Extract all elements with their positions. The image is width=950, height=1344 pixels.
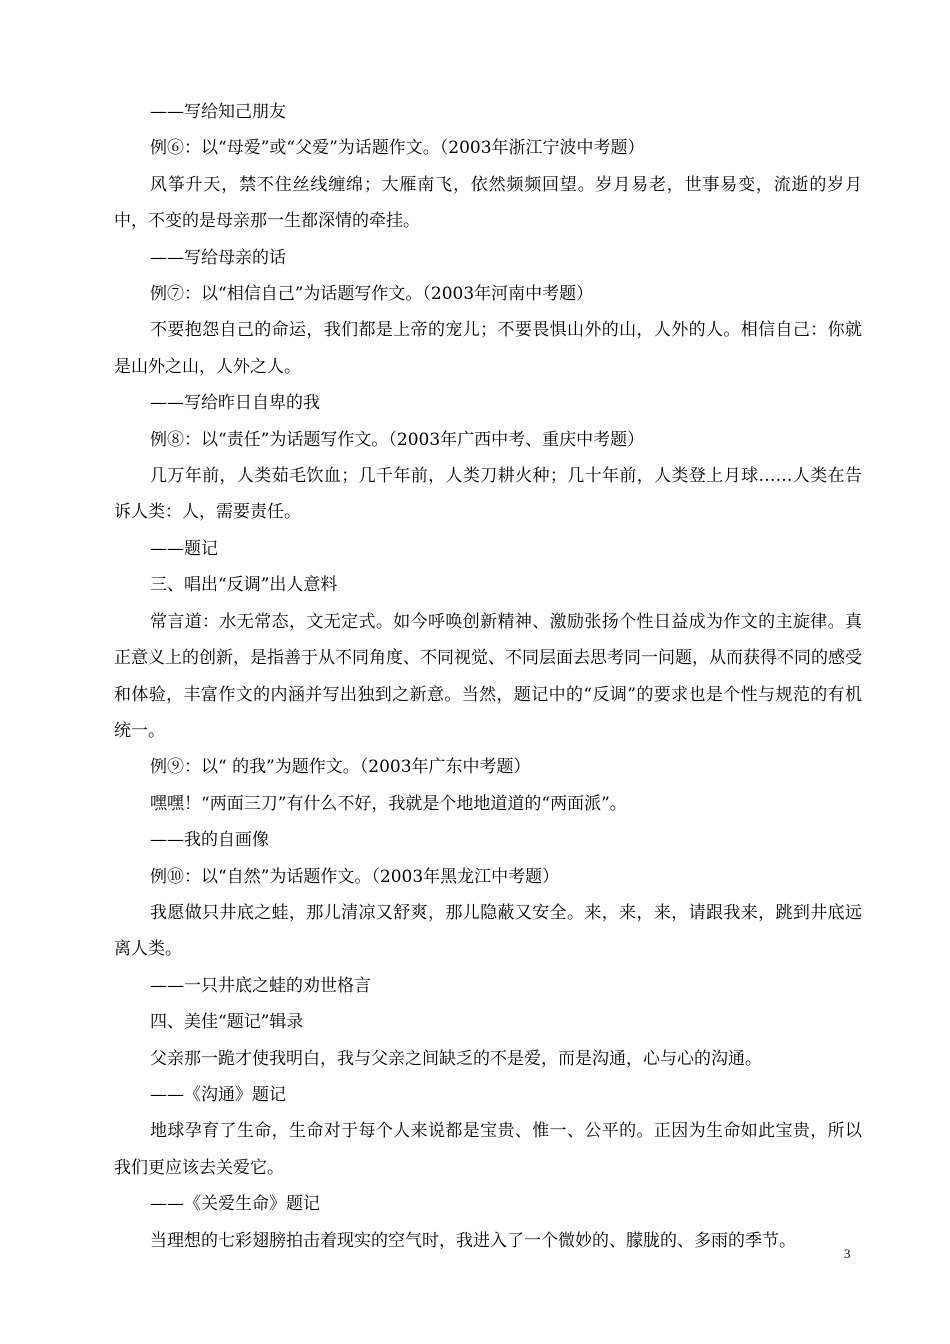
paragraph: 风筝升天，禁不住丝线缠绵；大雁南飞，依然频频回望。岁月易老，世事易变，流逝的岁月中，不变的是母亲那一生都深情的牵挂。 <box>114 174 862 232</box>
paragraph: ——题记 <box>150 538 218 559</box>
paragraph: 例⑧：以“责任”为话题写作文。（2003年广西中考、重庆中考题） <box>150 429 645 450</box>
paragraph: 例⑦：以“相信自己”为话题写作文。（2003年河南中考题） <box>150 284 594 305</box>
paragraph: 地球孕育了生命，生命对于每个人来说都是宝贵、惟一、公平的。正因为生命如此宝贵，所以我们更应该去关爱它。 <box>114 1121 862 1178</box>
paragraph: 几万年前，人类茹毛饮血；几千年前，人类刀耕火种；几十年前，人类登上月球……人类在告诉人类：人，需要责任。 <box>114 466 862 523</box>
paragraph: ——一只井底之蛙的劝世格言 <box>150 975 371 996</box>
paragraph: ——写给知己朋友 <box>150 102 286 122</box>
section-heading: 三、唱出“反调”出人意料 <box>150 575 338 596</box>
paragraph: 当理想的七彩翅膀拍击着现实的空气时，我进入了一个微妙的、朦胧的、多雨的季节。 <box>150 1230 796 1251</box>
paragraph: 父亲那一跪才使我明白，我与父亲之间缺乏的不是爱，而是沟通，心与心的沟通。 <box>150 1048 762 1069</box>
paragraph: ——我的自画像 <box>150 830 269 851</box>
paragraph: 嘿嘿！“两面三刀”有什么不好，我就是个地地道道的“两面派”。 <box>150 793 627 814</box>
paragraph: ——写给昨日自卑的我 <box>150 393 320 414</box>
paragraph: 例⑨：以“ 的我”为题作文。（2003年广东中考题） <box>150 757 531 778</box>
paragraph: 例⑥：以“母爱”或“父爱”为话题作文。（2003年浙江宁波中考题） <box>150 138 645 159</box>
section-heading: 四、美佳“题记”辑录 <box>150 1012 304 1033</box>
paragraph: 例⑩：以“自然”为话题作文。（2003年黑龙江中考题） <box>150 866 560 887</box>
paragraph: ——写给母亲的话 <box>150 247 286 268</box>
paragraph: 我愿做只井底之蛙，那儿清凉又舒爽，那儿隐蔽又安全。来，来，来，请跟我来，跳到井底远离人类。 <box>114 902 862 960</box>
body-text <box>114 94 862 1259</box>
paragraph: ——《关爱生命》题记 <box>150 1194 320 1215</box>
page-number: 3 <box>844 1246 851 1261</box>
paragraph: 常言道：水无常态，文无定式。如今呼唤创新精神、激励张扬个性日益成为作文的主旋律。真正意义上的创新，是指善于从不同角度、不同视觉、不同层面去思考同一问题，从而获得不同的感受和体验，丰富作文的内涵并写出独到之新意。当然，题记中的“反调”的要求也是个性与规范的有机统一。 <box>114 611 862 741</box>
paragraph: 不要抱怨自己的命运，我们都是上帝的宠儿；不要畏惧山外的山，人外的人。相信自己：你就是山外之山，人外之人。 <box>114 320 862 377</box>
paragraph: ——《沟通》题记 <box>150 1084 286 1105</box>
